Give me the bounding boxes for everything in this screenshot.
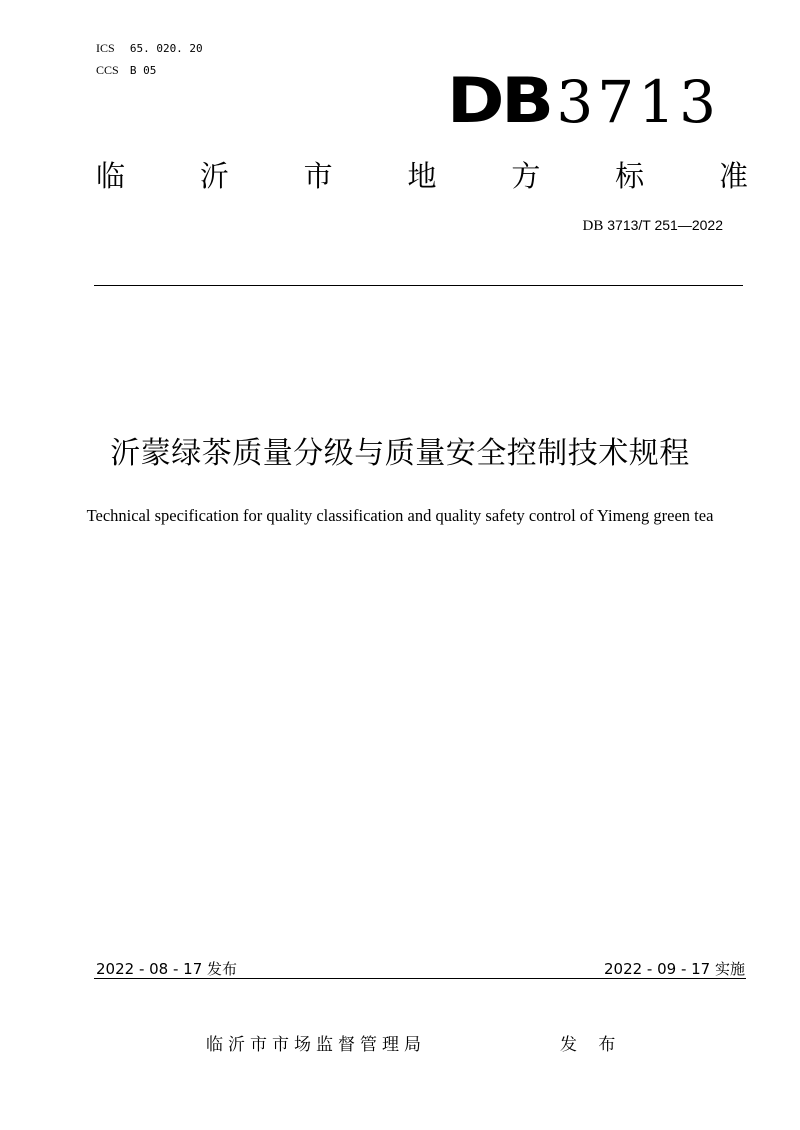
issuing-authority: 临沂市市场监督管理局 xyxy=(206,1035,426,1055)
title-english: Technical specification for quality classification and quality safety control of Yimeng green tea xyxy=(86,506,714,525)
category-char: 准 xyxy=(718,159,748,193)
ccs-code xyxy=(96,62,156,79)
issue-action: 发 布 xyxy=(560,1035,624,1055)
issue-date: 2022 - 08 - 17 发布 xyxy=(96,960,238,978)
standard-logo-number: 3713 xyxy=(556,68,720,136)
category-char: 地 xyxy=(407,159,437,193)
category-char: 市 xyxy=(303,159,333,193)
implementation-date: 2022 - 09 - 17 实施 xyxy=(603,960,745,978)
category-char: 临 xyxy=(96,159,126,193)
header-divider xyxy=(94,285,743,286)
ics-label: ICS xyxy=(96,41,115,55)
ics-code xyxy=(96,40,203,57)
category-char: 标 xyxy=(615,159,645,193)
ccs-label: CCS xyxy=(96,63,119,77)
standard-number xyxy=(583,217,723,235)
standard-number-value: 3713/T 251—2022 xyxy=(603,217,723,233)
standard-number-prefix: DB xyxy=(582,218,604,234)
footer-divider xyxy=(94,978,746,979)
category-char: 方 xyxy=(511,159,541,193)
title-chinese: 沂蒙绿茶质量分级与质量安全控制技术规程 xyxy=(110,436,690,471)
standard-category xyxy=(96,156,748,196)
ccs-value: B 05 xyxy=(129,64,157,77)
ics-value: 65. 020. 20 xyxy=(129,42,203,55)
standard-logo xyxy=(446,64,720,137)
category-char: 沂 xyxy=(199,159,229,193)
standard-logo-prefix: DB xyxy=(446,64,551,137)
